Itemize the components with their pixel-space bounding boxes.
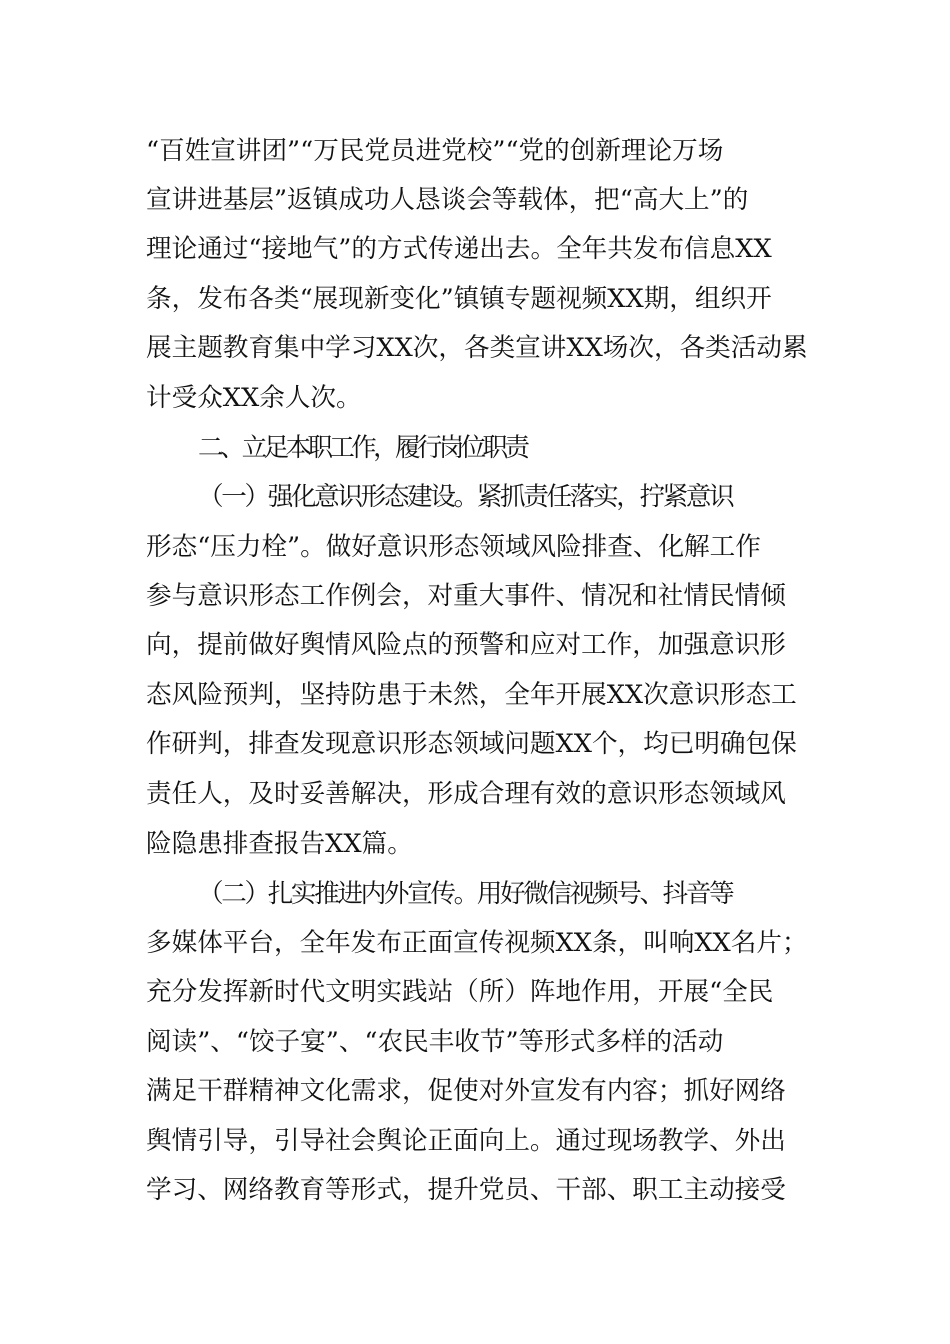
body-text-line: 多媒体平台，全年发布正面宣传视频XX条，叫响XX名片； <box>146 928 808 958</box>
body-text-line: 责任人，及时妥善解决，形成合理有效的意识形态领域风 <box>146 779 786 809</box>
body-text-line: 向，提前做好舆情风险点的预警和应对工作，加强意识形 <box>146 630 786 660</box>
body-text-line: 学习、网络教育等形式，提升党员、干部、职工主动接受 <box>146 1175 786 1205</box>
body-text-line: 展主题教育集中学习XX次，各类宣讲XX场次，各类活动累 <box>146 333 808 363</box>
body-text-line: 充分发挥新时代文明实践站（所）阵地作用，开展“全民 <box>146 977 774 1007</box>
paragraph-first-line: （二）扎实推进内外宣传。用好微信视频号、抖音等 <box>198 879 733 909</box>
body-text-line: “百姓宣讲团”“万民党员进党校”“党的创新理论万场 <box>146 136 724 166</box>
section-heading: 二、立足本职工作，履行岗位职责 <box>198 433 527 463</box>
body-text-line: 满足干群精神文化需求，促使对外宣发有内容；抓好网络 <box>146 1076 786 1106</box>
body-text-line: 险隐患排查报告XX篇。 <box>146 829 413 859</box>
body-text-line: 作研判，排查发现意识形态领域问题XX个，均已明确包保 <box>146 729 797 759</box>
body-text-line: 阅读”、“饺子宴”、“农民丰收节”等形式多样的活动 <box>146 1027 724 1057</box>
body-text-line: 计受众XX余人次。 <box>146 383 362 413</box>
body-text-line: 宣讲进基层”返镇成功人恳谈会等载体，把“高大上”的 <box>146 185 749 215</box>
paragraph-first-line: （一）强化意识形态建设。紧抓责任落实，拧紧意识 <box>198 482 733 512</box>
body-text-line: 参与意识形态工作例会，对重大事件、情况和社情民情倾 <box>146 581 786 611</box>
body-text-line: 形态“压力栓”。做好意识形态领域风险排查、化解工作 <box>146 532 761 562</box>
body-text-line: 态风险预判，坚持防患于未然，全年开展XX次意识形态工 <box>146 680 797 710</box>
body-text-line: 舆情引导，引导社会舆论正面向上。通过现场教学、外出 <box>146 1126 786 1156</box>
body-text-line: 理论通过“接地气”的方式传递出去。全年共发布信息XX <box>146 234 772 264</box>
body-text-line: 条，发布各类“展现新变化”镇镇专题视频XX期，组织开 <box>146 284 772 314</box>
